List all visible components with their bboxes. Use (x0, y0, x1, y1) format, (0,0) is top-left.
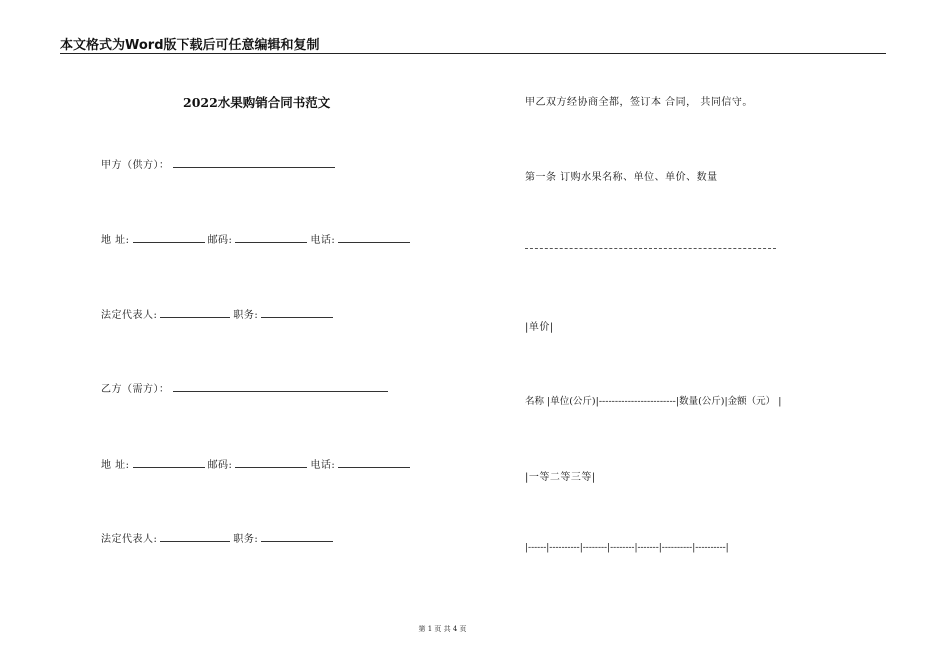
party-b-legal-rep-line (101, 530, 336, 545)
postcode-blank-b[interactable] (235, 458, 307, 468)
phone-blank[interactable] (338, 233, 410, 243)
phone-blank-b[interactable] (338, 458, 410, 468)
position-label: 职务: (233, 310, 259, 321)
legal-rep-blank-b[interactable] (160, 532, 230, 542)
page-header (60, 33, 886, 54)
position-label-b: 职务: (233, 534, 259, 545)
phone-label: 电话: (310, 235, 336, 246)
position-blank-b[interactable] (261, 532, 333, 542)
address-blank[interactable] (133, 233, 205, 243)
table-row-price: |单价| (525, 322, 554, 333)
table-row-grades: |一等二等三等| (525, 472, 596, 483)
phone-label-b: 电话: (310, 460, 336, 471)
party-a-blank[interactable] (173, 158, 335, 168)
party-b-address-line (101, 456, 413, 471)
legal-rep-label: 法定代表人: (101, 310, 158, 321)
legal-rep-label-b: 法定代表人: (101, 534, 158, 545)
intro-text: 甲乙双方经协商全都，签订本 合同， 共同信守。 (525, 97, 753, 108)
party-a-legal-rep-line (101, 306, 336, 321)
page-number: 第 1 页 共 4 页 (418, 625, 467, 633)
address-blank-b[interactable] (133, 458, 205, 468)
document-title: 2022水果购销合同书范文 (183, 95, 331, 110)
article-1-heading: 第一条 订购水果名称、单位、单价、数量 (525, 172, 718, 183)
table-row-header: 名称 |单位(公斤)|------------------------|数量(公斤)|金额（元） | (525, 396, 782, 407)
header-title: 本文格式为Word版下载后可任意编辑和复制 (60, 38, 320, 53)
party-a-line (101, 156, 338, 171)
dashed-separator (525, 248, 776, 249)
party-b-label: 乙方（需方）： (101, 384, 170, 395)
party-b-line (101, 380, 391, 395)
party-b-blank[interactable] (173, 382, 388, 392)
legal-rep-blank[interactable] (160, 308, 230, 318)
postcode-label-b: 邮码: (207, 460, 233, 471)
table-row-dashes: |------|----------|--------|--------|-------|----------|----------| (525, 543, 729, 553)
position-blank[interactable] (261, 308, 333, 318)
address-label: 地 址: (101, 235, 130, 246)
party-a-address-line (101, 231, 413, 246)
address-label-b: 地 址: (101, 460, 130, 471)
postcode-blank[interactable] (235, 233, 307, 243)
party-a-label: 甲方（供方）： (101, 160, 170, 171)
postcode-label: 邮码: (207, 235, 233, 246)
